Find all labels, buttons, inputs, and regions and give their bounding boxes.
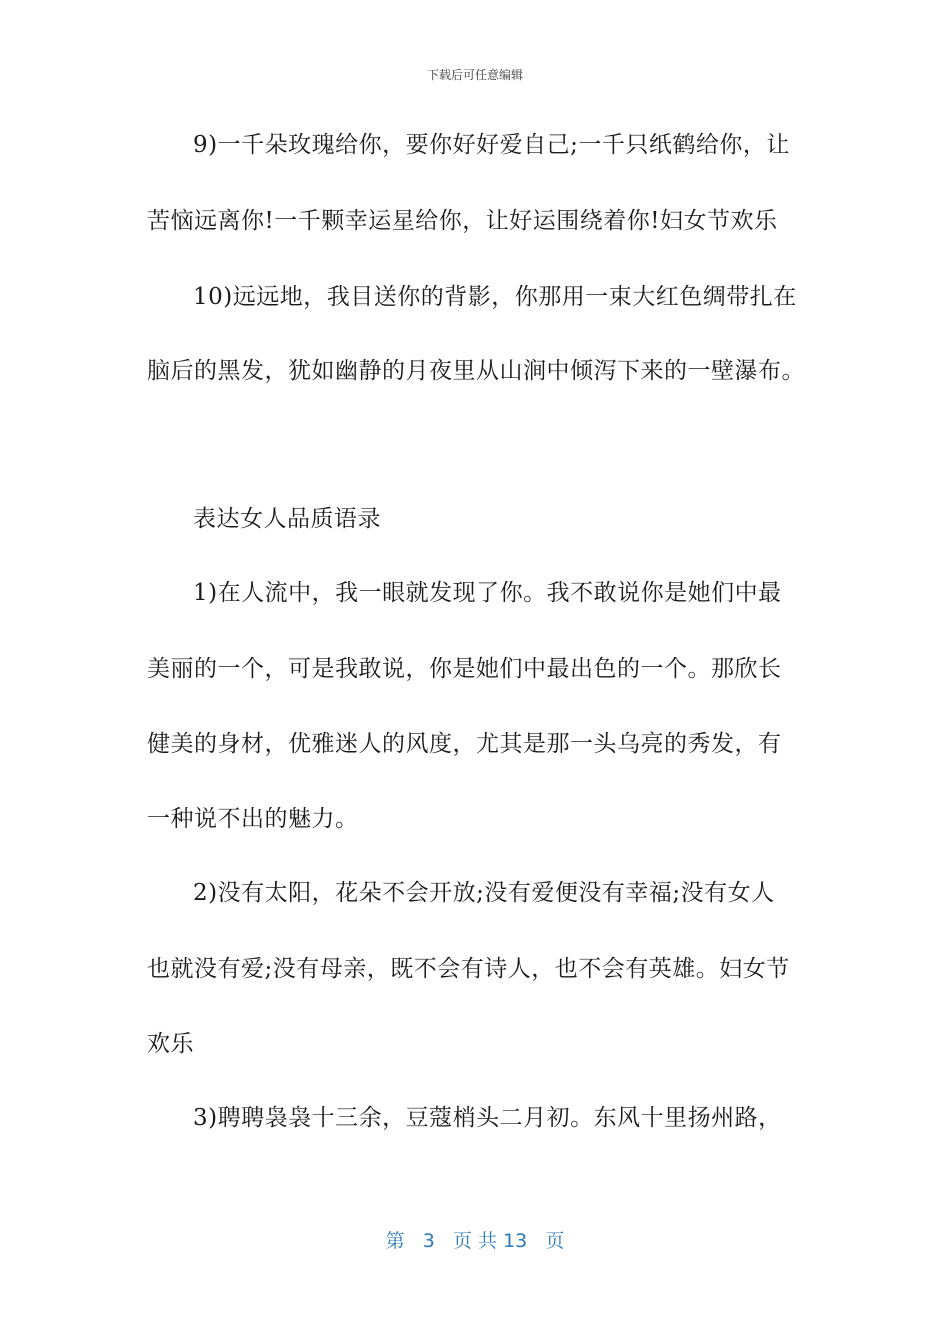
page-footer [0,1226,950,1253]
paragraph-line: 脑后的黑发，犹如幽静的月夜里从山涧中倾泻下来的一壁瀑布。 [147,358,805,384]
footer-prefix: 第 [385,1230,405,1252]
paragraph-line: 1)在人流中，我一眼就发现了你。我不敢说你是她们中最 [193,580,782,606]
paragraph-line: 3)聘聘袅袅十三余，豆蔻梢头二月初。东风十里扬州路， [193,1105,782,1131]
footer-total-pages: 13 [503,1230,528,1252]
footer-middle: 页 共 [452,1230,498,1252]
paragraph-line: 苦恼远离你!一千颗幸运星给你，让好运围绕着你!妇女节欢乐 [147,208,778,234]
paragraph-line: 美丽的一个，可是我敢说，你是她们中最出色的一个。那欣长 [147,656,782,682]
footer-current-page: 3 [422,1230,435,1252]
section-heading: 表达女人品质语录 [193,506,381,532]
paragraph-line: 9)一千朵玫瑰给你，要你好好爱自己;一千只纸鹤给你，让 [193,132,790,158]
paragraph-line: 10)远远地，我目送你的背影，你那用一束大红色绸带扎在 [193,284,797,310]
paragraph-line: 健美的身材，优雅迷人的风度，尤其是那一头乌亮的秀发，有 [147,731,782,757]
page-header: 下载后可任意编辑 [426,68,523,82]
paragraph-line: 也就没有爱;没有母亲，既不会有诗人，也不会有英雄。妇女节 [147,956,790,982]
paragraph-line: 2)没有太阳，花朵不会开放;没有爱便没有幸福;没有女人 [193,880,775,906]
footer-suffix: 页 [545,1230,565,1252]
paragraph-line: 一种说不出的魅力。 [147,806,359,832]
paragraph-line: 欢乐 [147,1031,194,1057]
